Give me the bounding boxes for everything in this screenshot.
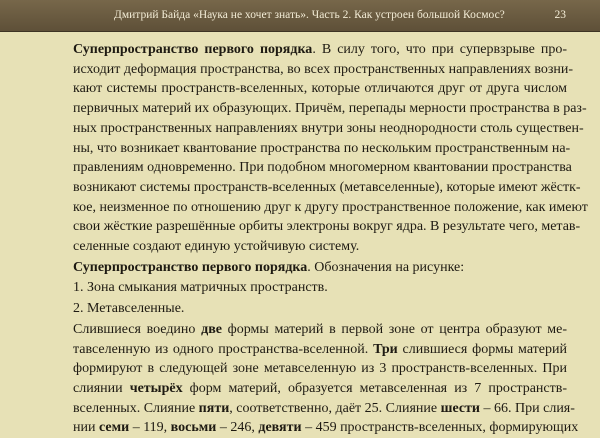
text-line [73, 359, 567, 379]
text-run: ных пространственных направлениях внутри зоны неоднородности столь существен- [73, 120, 584, 136]
text-line [73, 178, 581, 198]
text-run: нии [73, 420, 99, 436]
bold-term: девяти [258, 420, 302, 436]
bold-term: четырёх [129, 380, 183, 396]
text-line [73, 237, 567, 257]
text-run: – 459 пространств-вселенных, формирующих [301, 420, 579, 436]
text-line [73, 40, 567, 60]
text-line [73, 79, 567, 99]
bold-term: шести [440, 400, 481, 416]
running-title: Дмитрий Байда «Наука не хочет знать». Часть 2. Как устроен большой Космос? [114, 9, 505, 21]
text-line [73, 278, 567, 298]
text-line [73, 320, 567, 340]
text-line [73, 158, 572, 178]
text-run: возникают системы пространств-вселенных (метавселенные), которые имеют жёстк- [73, 179, 581, 195]
text-line [73, 198, 588, 218]
text-line [73, 60, 574, 80]
text-run: слившиеся формы материй [397, 341, 567, 357]
text-line [73, 217, 581, 237]
bold-term: две [201, 321, 222, 337]
bold-term: восьми [170, 420, 217, 436]
paragraph [73, 40, 588, 257]
text-run: слиянии [73, 380, 130, 396]
text-run: 1. Зона смыкания матричных пространств. [73, 280, 328, 296]
bold-term: семи [98, 420, 130, 436]
text-run: первичных материй их образующих. Причём, перепады мерности пространства в раз- [73, 101, 587, 117]
text-run: Слившиеся воедино [73, 321, 202, 337]
text-line [73, 399, 575, 419]
text-run: – 246, [216, 420, 259, 436]
text-run: кое, неизменное по отношению друг к другу пространственное положение, как имеют [73, 199, 588, 215]
text-run: исходит деформация пространства, во всех пространственных направлениях возни- [73, 61, 574, 77]
text-run: форм материй, образуется метавселенная из 7 пространств- [182, 380, 568, 396]
text-run: . В силу того, что при супервзрыве про- [312, 42, 567, 57]
text-line [73, 340, 567, 360]
bold-term: пяти [198, 400, 230, 416]
text-run: селенные создают единую устойчивую систему. [73, 239, 360, 255]
paragraph [73, 299, 567, 319]
text-line [73, 299, 567, 319]
text-run: правлениям одновременно. При подобном многомерном квантовании пространства [73, 160, 572, 176]
text-run: 2. Метавселенные. [73, 301, 185, 317]
text-run: – 119, [129, 420, 171, 436]
paragraph [73, 320, 579, 438]
text-line [73, 119, 584, 139]
paragraph [73, 258, 567, 278]
text-run: – 66. При слия- [480, 400, 575, 416]
text-run: вселенных. Слияние [73, 400, 199, 416]
text-line [73, 418, 579, 438]
text-run: формируют в следующей зоне метавселенную из 3 пространств-вселенных. При [73, 361, 567, 377]
bold-term: Суперпространство первого порядка [73, 42, 313, 57]
text-run: ны, что возникает квантование пространства по нескольким пространственным на- [73, 140, 571, 156]
page-header [0, 0, 600, 32]
text-line [73, 139, 571, 159]
text-run: тавселенную из одного пространства-вселенной. [73, 341, 374, 357]
text-line [73, 258, 567, 278]
text-run: , соответственно, даёт 25. Слияние [229, 400, 441, 416]
text-line [73, 379, 567, 399]
page-body [73, 40, 588, 438]
text-run: формы материй в первой зоне от центра образуют ме- [221, 321, 567, 337]
page-number: 23 [554, 9, 566, 21]
bold-term: Суперпространство первого порядка [73, 259, 308, 275]
text-run: . Обозначения на рисунке: [307, 259, 465, 275]
text-run: свои жёсткие разрешённые орбиты электроны вокруг ядра. В результате чего, метав- [73, 219, 581, 235]
paragraph [73, 278, 567, 298]
text-line [73, 99, 587, 119]
bold-term: Три [373, 341, 398, 357]
text-run: кают системы пространств-вселенных, которые отличаются друг от друга числом [73, 81, 567, 97]
